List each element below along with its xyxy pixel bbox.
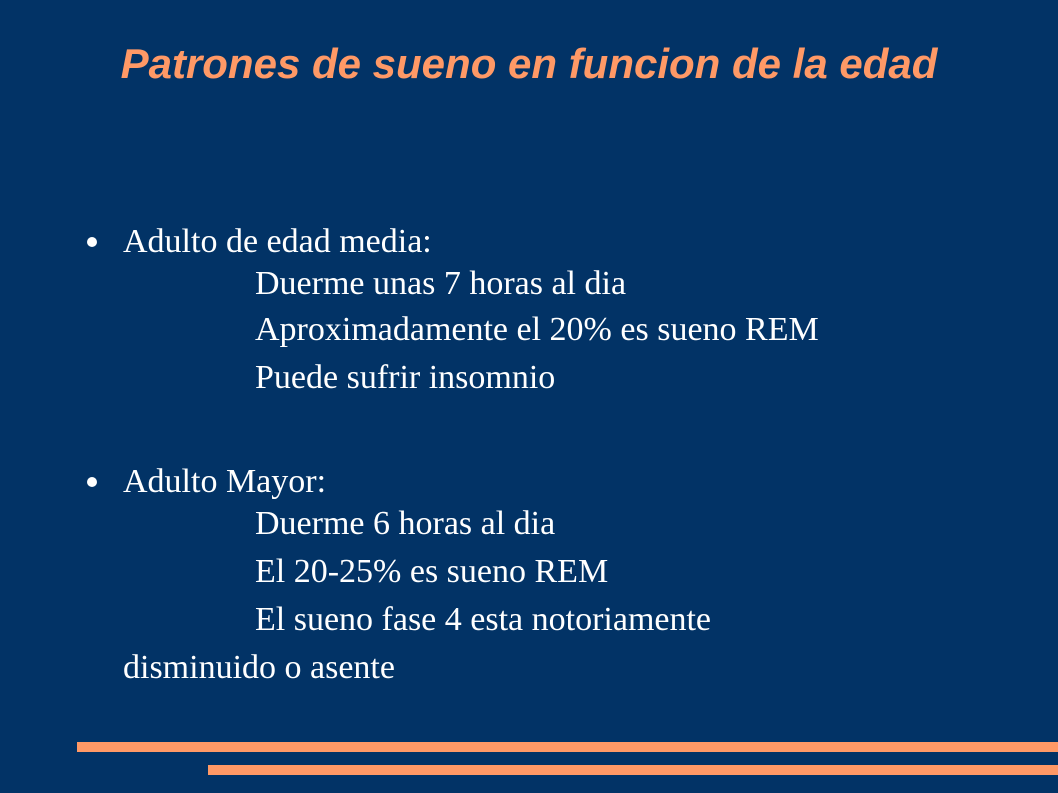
slide-title: Patrones de sueno en funcion de la edad <box>120 40 938 87</box>
bullet-detail-line: Duerme 6 horas al dia <box>255 505 556 542</box>
bullet-detail-line: Puede sufrir insomnio <box>255 359 556 396</box>
bullet-detail-line: El sueno fase 4 esta notoriamente <box>255 601 712 638</box>
bullet-detail-line: El 20-25% es sueno REM <box>255 553 609 590</box>
bullet-dot-icon <box>87 477 97 487</box>
accent-bar-bottom <box>208 765 1058 775</box>
bullet-detail-line: Duerme unas 7 horas al dia <box>255 265 627 302</box>
bullet-heading: Adulto de edad media: <box>123 223 432 260</box>
bullet-dot-icon <box>87 237 97 247</box>
bullet-continuation-line: disminuido o asente <box>123 649 395 686</box>
bullet-heading: Adulto Mayor: <box>123 463 327 500</box>
accent-bar-top <box>77 742 1058 752</box>
bullet-detail-line: Aproximadamente el 20% es sueno REM <box>255 311 819 348</box>
